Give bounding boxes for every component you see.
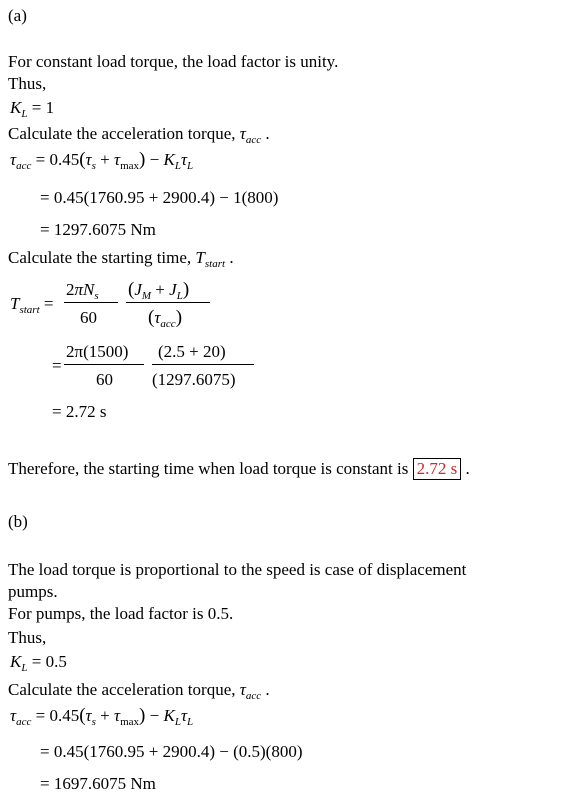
answer-box: 2.72 s xyxy=(413,458,462,480)
fraction-bar-4 xyxy=(152,364,254,365)
part-a-start-result: = 2.72 s xyxy=(52,402,107,421)
part-b-thus: Thus, xyxy=(8,628,47,647)
part-a-acc-formula: $\tau_{acc} = 0.45(\tau_s + \tau_{max}) - K_L\tau_L$ xyxy=(10,149,194,172)
fraction-bar-3 xyxy=(64,364,144,365)
fraction-bar-2 xyxy=(126,302,210,303)
part-b-kl-equation: $K_L = 0.5$ xyxy=(10,652,67,674)
part-a-acc-result: = 1297.6075 Nm xyxy=(40,220,156,239)
part-b-intro1: The load torque is proportional to the speed is case of displacement xyxy=(8,560,467,579)
part-b-calc-acc: Calculate the acceleration torque, $\tau_{acc}$ . xyxy=(8,680,270,702)
part-a-tstart-sub-den2: (1297.6075) xyxy=(152,370,236,389)
part-b-kl-value: 0.5 xyxy=(45,652,67,671)
part-a-tstart-num2: $(J_M + J_L)$ xyxy=(128,279,190,302)
part-a-label: (a) xyxy=(8,6,27,25)
part-b-pumps: For pumps, the load factor is 0.5. xyxy=(8,604,234,623)
part-b-label: (b) xyxy=(8,512,28,531)
fraction-bar-1 xyxy=(64,302,118,303)
part-a-tstart-den1: 60 xyxy=(80,308,97,327)
part-b-acc-formula: $\tau_{acc} = 0.45(\tau_s + \tau_{max}) - K_L\tau_L$ xyxy=(10,705,194,728)
part-a-tstart-sub-num1: 2π(1500) xyxy=(66,342,129,361)
part-a-kl-equation: $K_L = 1$ xyxy=(10,98,55,120)
part-a-calc-acc: Calculate the acceleration torque, $\tau_{acc}$ . xyxy=(8,124,270,146)
part-a-kl-value: 1 xyxy=(45,98,55,117)
part-a-calc-start-text: Calculate the starting time, xyxy=(8,248,192,267)
part-a-conclusion-text: Therefore, the starting time when load torque is constant is xyxy=(8,459,409,478)
part-b-acc-step2: = 0.45(1760.95 + 2900.4) − (0.5)(800) xyxy=(40,742,303,761)
part-b-acc-result: = 1697.6075 Nm xyxy=(40,774,156,793)
part-b-intro2: pumps. xyxy=(8,582,58,601)
part-a-conclusion: Therefore, the starting time when load torque is constant is 2.72 s . xyxy=(8,459,470,478)
part-a-equals: = xyxy=(52,356,62,375)
part-a-acc-step2: = 0.45(1760.95 + 2900.4) − 1(800) xyxy=(40,188,279,207)
part-a-calc-start: Calculate the starting time, $T_{start}$ . xyxy=(8,248,234,270)
part-a-thus: Thus, xyxy=(8,74,47,93)
part-a-calc-acc-text: Calculate the acceleration torque, xyxy=(8,124,236,143)
part-a-tstart-symbol: $T_{start}$ = xyxy=(10,294,54,316)
part-a-tstart-sub-den1: 60 xyxy=(96,370,113,389)
part-b-calc-acc-text: Calculate the acceleration torque, xyxy=(8,680,236,699)
part-a-tstart-den2: $(\tau_{acc})$ xyxy=(148,307,183,330)
part-a-tstart-sub-num2: (2.5 + 20) xyxy=(158,342,226,361)
part-a-tstart-num1: $2\pi N_s$ xyxy=(66,280,99,302)
part-a-intro: For constant load torque, the load factor is unity. xyxy=(8,52,339,71)
